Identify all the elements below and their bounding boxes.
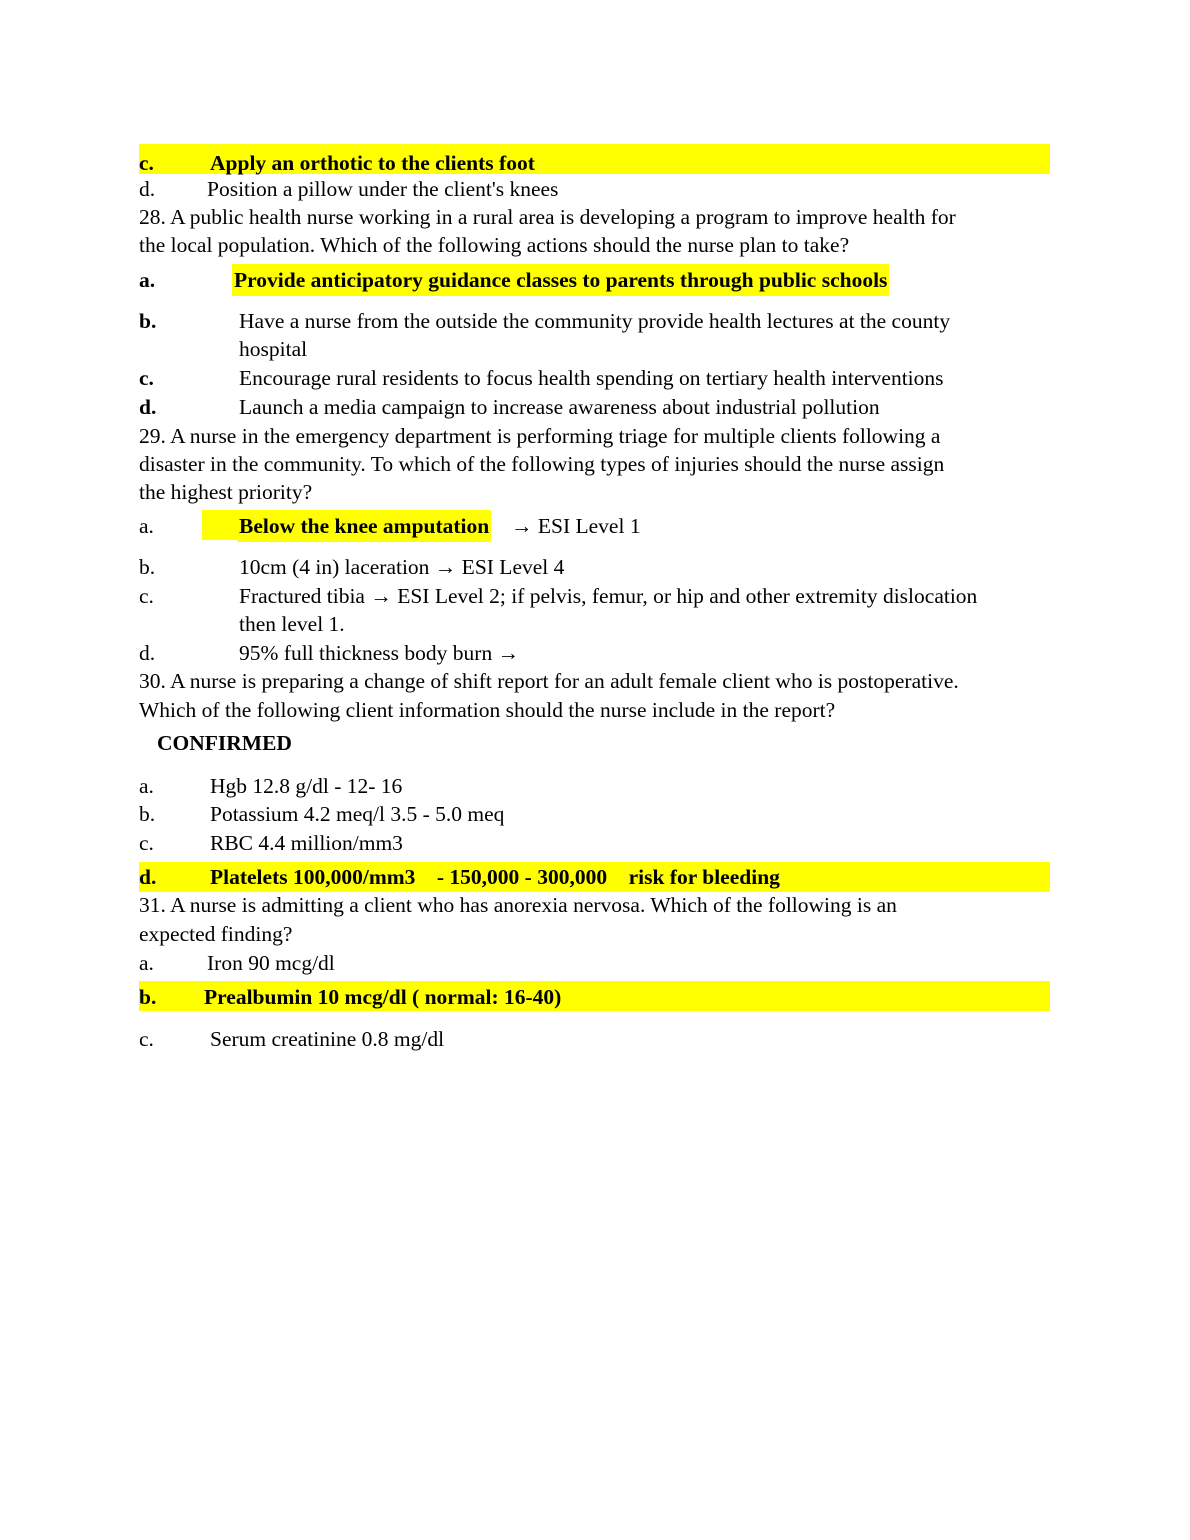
q30-stem-line1: 30. A nurse is preparing a change of shift report for an adult female client who is postoperative. (139, 669, 959, 693)
q31-stem-line1: 31. A nurse is admitting a client who has anorexia nervosa. Which of the following is an (139, 893, 897, 917)
option-text: 95% full thickness body burn → (239, 641, 520, 665)
option-text: then level 1. (239, 612, 345, 636)
option-text: Position a pillow under the client's knees (207, 177, 559, 201)
option-text: Apply an orthotic to the clients foot (210, 151, 535, 175)
option-letter: a. (139, 951, 154, 975)
option-text: Potassium 4.2 meq/l 3.5 - 5.0 meq (210, 802, 505, 826)
q29-stem-line2: disaster in the community. To which of the following types of injuries should the nurse assign (139, 452, 945, 476)
option-text: Hgb 12.8 g/dl - 12- 16 (210, 774, 403, 798)
option-text: Launch a media campaign to increase awareness about industrial pollution (239, 395, 880, 419)
option-letter: b. (139, 309, 157, 333)
q29-stem-line1: 29. A nurse in the emergency department is performing triage for multiple clients following a (139, 424, 941, 448)
option-text: Below the knee amputation (237, 510, 491, 542)
option-text: Encourage rural residents to focus health spending on tertiary health interventions (239, 366, 944, 390)
q28-stem-line1: 28. A public health nurse working in a rural area is developing a program to improve health for (139, 205, 956, 229)
option-text: Platelets 100,000/mm3 - 150,000 - 300,000 risk for bleeding (210, 865, 780, 889)
option-letter: b. (139, 985, 157, 1009)
confirmed-label: CONFIRMED (157, 731, 292, 755)
option-letter: c. (139, 366, 154, 390)
q31-stem-line2: expected finding? (139, 922, 293, 946)
option-letter: a. (139, 774, 154, 798)
option-text: Prealbumin 10 mcg/dl ( normal: 16-40) (204, 985, 562, 1009)
option-text: Fractured tibia → ESI Level 2; if pelvis, femur, or hip and other extremity dislocation (239, 584, 978, 608)
option-letter: d. (139, 395, 157, 419)
option-text: Serum creatinine 0.8 mg/dl (210, 1027, 445, 1051)
option-text: Have a nurse from the outside the community provide health lectures at the county (239, 309, 951, 333)
option-letter: d. (139, 865, 157, 889)
option-text: RBC 4.4 million/mm3 (210, 831, 403, 855)
q28-stem-line2: the local population. Which of the following actions should the nurse plan to take? (139, 233, 850, 257)
option-letter: a. (139, 514, 154, 538)
option-text: 10cm (4 in) laceration → ESI Level 4 (239, 555, 565, 579)
highlight-lead (202, 510, 239, 540)
option-letter: c. (139, 1027, 154, 1051)
option-letter: b. (139, 555, 156, 579)
option-letter: b. (139, 802, 156, 826)
option-letter: a. (139, 268, 156, 292)
option-letter: d. (139, 177, 156, 201)
option-text: hospital (239, 337, 308, 361)
option-letter: c. (139, 831, 154, 855)
option-letter: c. (139, 584, 154, 608)
q30-stem-line2: Which of the following client information should the nurse include in the report? (139, 698, 836, 722)
option-letter: c. (139, 151, 154, 175)
option-letter: d. (139, 641, 156, 665)
option-text: Iron 90 mcg/dl (207, 951, 335, 975)
q29-stem-line3: the highest priority? (139, 480, 313, 504)
option-note: → ESI Level 1 (511, 514, 641, 538)
option-text: Provide anticipatory guidance classes to parents through public schools (232, 264, 889, 296)
